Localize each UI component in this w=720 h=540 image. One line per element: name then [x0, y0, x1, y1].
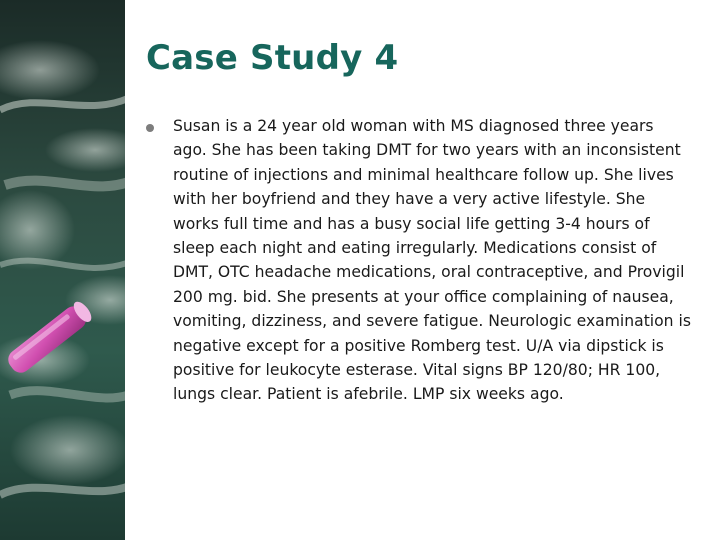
bullet-item [146, 114, 691, 407]
case-study-paragraph: Susan is a 24 year old woman with MS diagnosed three years ago. She has been taking DMT for two years with an inconsistent routine of injections and minimal healthcare follow up. She lives with her boyfriend and they have a very active lifestyle. She works full time and has a busy social life getting 3-4 hours of sleep each night and eating irregularly. Medications consist of DMT, OTC headache medications, oral contraceptive, and Provigil 200 mg. bid. She presents at your office complaining of nausea, vomiting, dizziness, and severe fatigue. Neurologic examination is negative except for a positive Romberg test. U/A via dipstick is positive for leukocyte esterase. Vital signs BP 120/80; HR 100, lungs clear. Patient is afebrile. LMP six weeks ago. [173, 117, 691, 404]
bullet-list [146, 114, 691, 407]
bullet-dot-icon [146, 124, 154, 132]
chalk-smudge [10, 415, 130, 485]
slide-title: Case Study 4 [146, 38, 399, 78]
